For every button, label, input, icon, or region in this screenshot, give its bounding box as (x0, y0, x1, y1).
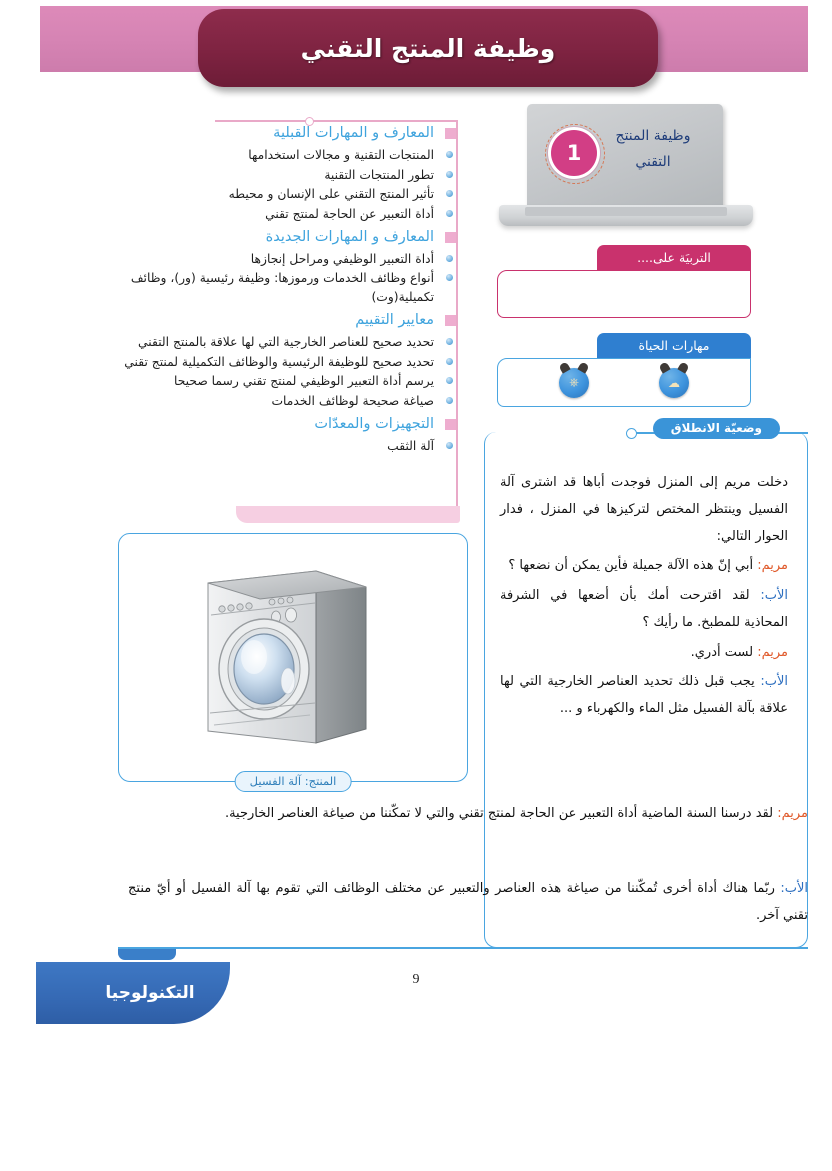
square-marker-icon (445, 419, 456, 430)
speaker-label-father: الأب: (780, 881, 808, 896)
objectives-item-text: تحديد صحيح للعناصر الخارجية التي لها علاقة بالمنتج التقني (138, 334, 434, 349)
laptop-illustration (497, 104, 757, 232)
objectives-list-item (120, 437, 434, 456)
objectives-item-text: آلة الثقب (387, 438, 434, 453)
dialogue-text: ربّما هناك أداة أخرى تُمكّننا من صياغة هذه العناصر والتعبير عن مختلف الوظائف التي تقوم بها آلة الفسيل أو أيّ منتج تقني آخر. (128, 881, 808, 924)
dialogue-line-wide (120, 875, 808, 930)
objectives-list-item (120, 269, 434, 306)
bullet-icon (446, 151, 453, 158)
laptop-base (499, 205, 753, 226)
footer-rule (118, 947, 808, 949)
bullet-icon (446, 210, 453, 217)
dialogue-text: لقد درسنا السنة الماضية أداة التعبير عن الحاجة لمنتج تقني والتي لا تمكّننا من صياغة العناصر الخارجية. (224, 806, 778, 821)
page-header-banner (198, 9, 658, 87)
life-skills-panel-body (497, 358, 751, 407)
objectives-heading-text: التجهيزات والمعدّات (314, 415, 434, 432)
page-number: 9 (412, 972, 420, 987)
laptop-title-line-1: وظيفة المنتج (615, 128, 691, 144)
dialogue-line (500, 583, 788, 637)
objectives-list-item (120, 333, 434, 352)
education-panel-body (497, 270, 751, 318)
objectives-list-item (120, 185, 434, 204)
bullet-icon (446, 190, 453, 197)
bullet-icon (446, 442, 453, 449)
dialogue-text: أبي إنّ هذه الآلة جميلة فأين يمكن أن نضعها ؟ (508, 558, 758, 574)
objectives-section-heading (120, 310, 434, 331)
objectives-list-item (120, 146, 434, 165)
bullet-icon (446, 338, 453, 345)
square-marker-icon (445, 128, 456, 139)
objectives-item-text: صياغة صحيحة لوظائف الخدمات (271, 393, 434, 408)
objectives-section-heading (120, 414, 434, 435)
washing-machine-drawing (198, 553, 388, 753)
objectives-item-text: أداة التعبير عن الحاجة لمنتج تقني (265, 207, 434, 222)
situation-tab-label: وضعيّة الانطلاق (653, 418, 780, 439)
objectives-list-item (120, 166, 434, 185)
objectives-section-heading (120, 227, 434, 248)
bullet-icon (446, 171, 453, 178)
laptop-screen (527, 104, 723, 207)
objectives-top-rule (215, 120, 458, 122)
objectives-panel (118, 120, 458, 456)
objectives-list-item (120, 353, 434, 372)
laptop-screen-title (597, 124, 709, 176)
objectives-list-item (120, 250, 434, 269)
communication-icon: ☁ (659, 368, 689, 398)
unit-number-badge: 1 (551, 130, 597, 176)
washing-machine-photo (119, 548, 467, 758)
square-marker-icon (445, 232, 456, 243)
objectives-item-text: أنواع وظائف الخدمات ورموزها: وظيفة رئيسية (ور)، وظائف تكميلية(وت) (130, 271, 434, 305)
situation-text (484, 470, 808, 726)
bullet-icon (446, 255, 453, 262)
objectives-item-text: يرسم أداة التعبير الوظيفي لمنتج تقني رسما صحيحا (174, 374, 434, 389)
bullet-icon (446, 274, 453, 281)
dialogue-line (500, 553, 788, 580)
square-marker-icon (445, 315, 456, 326)
footer-subject-label: التكنولوجيا (105, 983, 195, 1003)
objectives-item-text: تأثير المنتج التقني على الإنسان و محيطه (228, 187, 434, 202)
objectives-list-item (120, 205, 434, 224)
dialogue-line (500, 640, 788, 667)
situation-box-header (484, 421, 808, 435)
situation-intro: دخلت مريم إلى المنزل فوجدت أباها قد اشترى آلة الفسيل وينتظر المختص لتركيزها في المنزل ، فدار الحوار التالي: (500, 475, 788, 544)
speaker-label-father: الأب: (760, 674, 788, 690)
objectives-item-text: تطور المنتجات التقنية (324, 167, 434, 182)
page-title: وظيفة المنتج التقني (300, 33, 556, 63)
dialogue-line-wide (120, 800, 808, 827)
product-image-card (118, 533, 468, 788)
objectives-item-text: أداة التعبير الوظيفي ومراحل إنجازها (250, 251, 434, 266)
speaker-label-maryam: مريم: (757, 644, 788, 660)
objectives-heading-text: المعارف و المهارات القبلية (273, 125, 434, 141)
objectives-list-item (120, 372, 434, 391)
speaker-label-maryam: مريم: (777, 806, 808, 821)
bullet-icon (446, 397, 453, 404)
education-panel-tab: التربيَة على.... (597, 245, 751, 270)
speaker-label-father: الأب: (760, 588, 788, 604)
footer-nub (118, 949, 176, 960)
laptop-title-line-2: التقني (635, 153, 671, 170)
objectives-list-item (120, 392, 434, 411)
objectives-heading-text: المعارف و المهارات الجديدة (265, 228, 434, 245)
product-caption: المنتج: آلة الفسيل (235, 771, 352, 792)
dialogue-text: يجب قبل ذلك تحديد العناصر الخارجية التي لها علاقة بآلة الفسيل مثل الماء والكهرباء و ... (500, 674, 788, 717)
situation-connector-dot-icon (626, 428, 637, 439)
objectives-item-text: المنتجات التقنية و مجالات استخدامها (248, 148, 434, 163)
objectives-section-heading (120, 123, 434, 144)
objectives-heading-text: معايير التقييم (355, 311, 434, 328)
speaker-label-maryam: مريم: (757, 558, 788, 574)
bullet-icon (446, 358, 453, 365)
network-icon: ⎈ (559, 368, 589, 398)
dialogue-text: لقد اقترحت أمك بأن أضعها في الشرفة المحاذية للمطبخ. ما رأيك ؟ (500, 588, 788, 630)
dialogue-text: لست أدري. (690, 644, 758, 660)
life-skills-panel-tab: مهارات الحياة (597, 333, 751, 358)
bullet-icon (446, 377, 453, 384)
objectives-bottom-tab (236, 506, 460, 523)
objectives-item-text: تحديد صحيح للوظيفة الرئيسية والوظائف التكميلية لمنتج تقني (124, 354, 434, 369)
dialogue-line (500, 669, 788, 723)
